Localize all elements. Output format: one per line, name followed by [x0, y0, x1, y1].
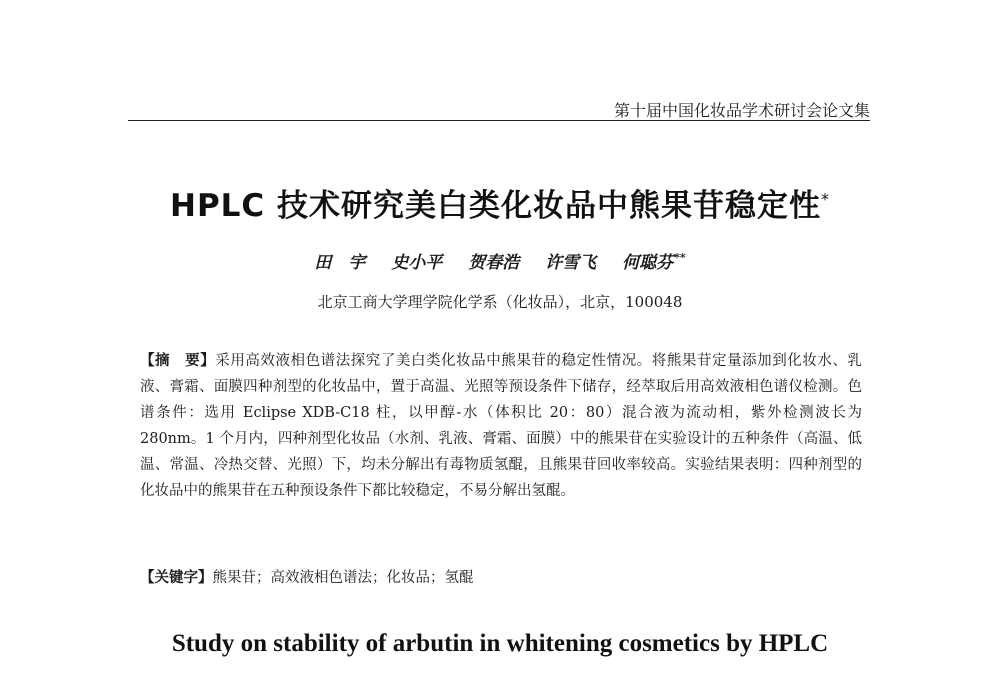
paper-title	[0, 180, 1000, 225]
abstract-text: 采用高效液相色谱法探究了美白类化妆品中熊果苷的稳定性情况。将熊果苷定量添加到化妆水、乳液、膏霜、面膜四种剂型的化妆品中，置于高温、光照等预设条件下储存，经萃取后用高效液相色谱仪检测。色谱条件：选用 Eclipse XDB-C18 柱，以甲醇-水（体积比 20：80）混合液为流动相，紫外检测波长为 280nm。1 个月内，四种剂型化妆品（水剂、乳液、膏霜、面膜）中的熊果苷在实验设计的五种条件（高温、低温、常温、冷热交替、光照）下，均未分解出有毒物质氢醌，且熊果苷回收率较高。实验结果表明：四种剂型的化妆品中的熊果苷在五种预设条件下都比较稳定，不易分解出氢醌。	[140, 353, 862, 499]
author	[545, 248, 596, 273]
header-rule	[128, 120, 870, 121]
english-title: Study on stability of arbutin in whitening cosmetics by HPLC	[171, 630, 829, 657]
author	[468, 248, 519, 273]
author	[314, 248, 365, 273]
keywords	[140, 565, 862, 591]
paper-title-text: HPLC 技术研究美白类化妆品中熊果苷稳定性	[170, 188, 821, 224]
title-footnote-mark: *	[820, 189, 830, 209]
keywords-label: 【关键字】	[140, 570, 213, 586]
keywords-text: 熊果苷；高效液相色谱法；化妆品；氢醌	[212, 570, 474, 586]
abstract	[140, 348, 862, 504]
author-footnote-mark: **	[674, 251, 686, 265]
running-header: 第十届中国化妆品学术研讨会论文集	[613, 101, 870, 120]
abstract-label: 【摘 要】	[140, 353, 216, 369]
author-name: 史小平	[391, 253, 443, 273]
author-name: 何聪芬	[622, 253, 674, 273]
author	[391, 248, 442, 273]
author	[622, 248, 686, 273]
author-name: 贺春浩	[468, 253, 520, 273]
author-name: 田 宇	[314, 253, 366, 273]
author-name: 许雪飞	[545, 253, 597, 273]
author-list	[0, 248, 1000, 273]
affiliation: 北京工商大学理学院化学系（化妆品），北京，100048	[317, 293, 683, 311]
